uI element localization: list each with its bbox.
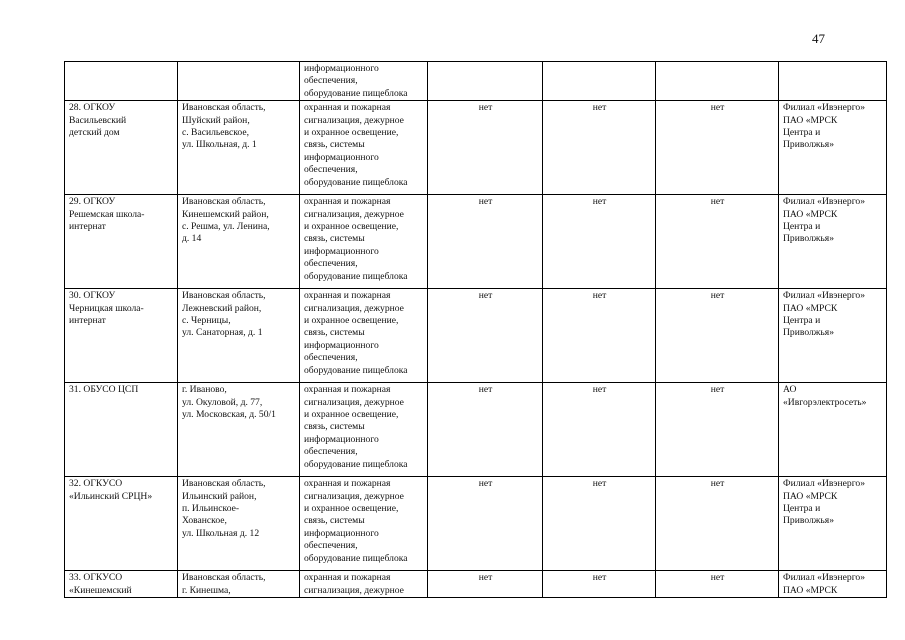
cell-col4: нет [428, 289, 543, 383]
cell-col4 [428, 62, 543, 101]
cell-address: Ивановская область, Кинешемский район, с. Решма, ул. Ленина, д. 14 [178, 195, 300, 289]
cell-systems: охранная и пожарная сигнализация, дежурное и охранное освещение, связь, системы информационного обеспечения, оборудование пищеблока [300, 383, 428, 477]
cell-col4: нет [428, 477, 543, 571]
cell-col5: нет [543, 101, 656, 195]
table-row [65, 101, 887, 195]
cell-systems: охранная и пожарная сигнализация, дежурное [300, 571, 428, 598]
cell-systems: охранная и пожарная сигнализация, дежурное и охранное освещение, связь, системы информационного обеспечения, оборудование пищеблока [300, 101, 428, 195]
cell-col4: нет [428, 571, 543, 598]
cell-col5: нет [543, 289, 656, 383]
cell-col4: нет [428, 195, 543, 289]
table-row [65, 477, 887, 571]
cell-supplier: Филиал «Ивэнерго» ПАО «МРСК Центра и Приволжья» [779, 195, 887, 289]
cell-col6: нет [656, 383, 779, 477]
cell-col6: нет [656, 195, 779, 289]
document-table [64, 61, 887, 598]
cell-supplier: Филиал «Ивэнерго» ПАО «МРСК Центра и Приволжья» [779, 289, 887, 383]
cell-supplier: Филиал «Ивэнерго» ПАО «МРСК Центра и Приволжья» [779, 477, 887, 571]
cell-supplier [779, 62, 887, 101]
cell-name: 32. ОГКУСО «Ильинский СРЦН» [65, 477, 178, 571]
cell-col6: нет [656, 571, 779, 598]
cell-name: 28. ОГКОУ Васильевский детский дом [65, 101, 178, 195]
table-row-partial [65, 571, 887, 598]
cell-col5 [543, 62, 656, 101]
cell-name: 30. ОГКОУ Черницкая школа- интернат [65, 289, 178, 383]
cell-address: Ивановская область, Шуйский район, с. Васильевское, ул. Школьная, д. 1 [178, 101, 300, 195]
table-row [65, 289, 887, 383]
cell-col6: нет [656, 477, 779, 571]
cell-col5: нет [543, 195, 656, 289]
cell-address [178, 62, 300, 101]
cell-name: 31. ОБУСО ЦСП [65, 383, 178, 477]
cell-systems: охранная и пожарная сигнализация, дежурное и охранное освещение, связь, системы информационного обеспечения, оборудование пищеблока [300, 289, 428, 383]
page-number: 47 [812, 31, 825, 46]
cell-supplier: Филиал «Ивэнерго» ПАО «МРСК [779, 571, 887, 598]
cell-address: Ивановская область, Ильинский район, п. Ильинское- Хованское, ул. Школьная д. 12 [178, 477, 300, 571]
cell-name [65, 62, 178, 101]
cell-col5: нет [543, 571, 656, 598]
cell-col4: нет [428, 101, 543, 195]
cell-supplier: Филиал «Ивэнерго» ПАО «МРСК Центра и Приволжья» [779, 101, 887, 195]
table-row [65, 383, 887, 477]
cell-systems: охранная и пожарная сигнализация, дежурное и охранное освещение, связь, системы информационного обеспечения, оборудование пищеблока [300, 195, 428, 289]
table-row-continuation [65, 62, 887, 101]
cell-address: Ивановская область, Лежневский район, с. Черницы, ул. Санаторная, д. 1 [178, 289, 300, 383]
cell-name: 33. ОГКУСО «Кинешемский [65, 571, 178, 598]
cell-name: 29. ОГКОУ Решемская школа- интернат [65, 195, 178, 289]
cell-col5: нет [543, 383, 656, 477]
cell-systems: информационного обеспечения, оборудование пищеблока [300, 62, 428, 101]
table-row [65, 195, 887, 289]
cell-supplier: АО «Ивгорэлектросеть» [779, 383, 887, 477]
cell-col6 [656, 62, 779, 101]
cell-col6: нет [656, 289, 779, 383]
cell-address: г. Иваново, ул. Окуловой, д. 77, ул. Московская, д. 50/1 [178, 383, 300, 477]
cell-col4: нет [428, 383, 543, 477]
cell-systems: охранная и пожарная сигнализация, дежурное и охранное освещение, связь, системы информационного обеспечения, оборудование пищеблока [300, 477, 428, 571]
cell-col5: нет [543, 477, 656, 571]
cell-col6: нет [656, 101, 779, 195]
cell-address: Ивановская область, г. Кинешма, [178, 571, 300, 598]
